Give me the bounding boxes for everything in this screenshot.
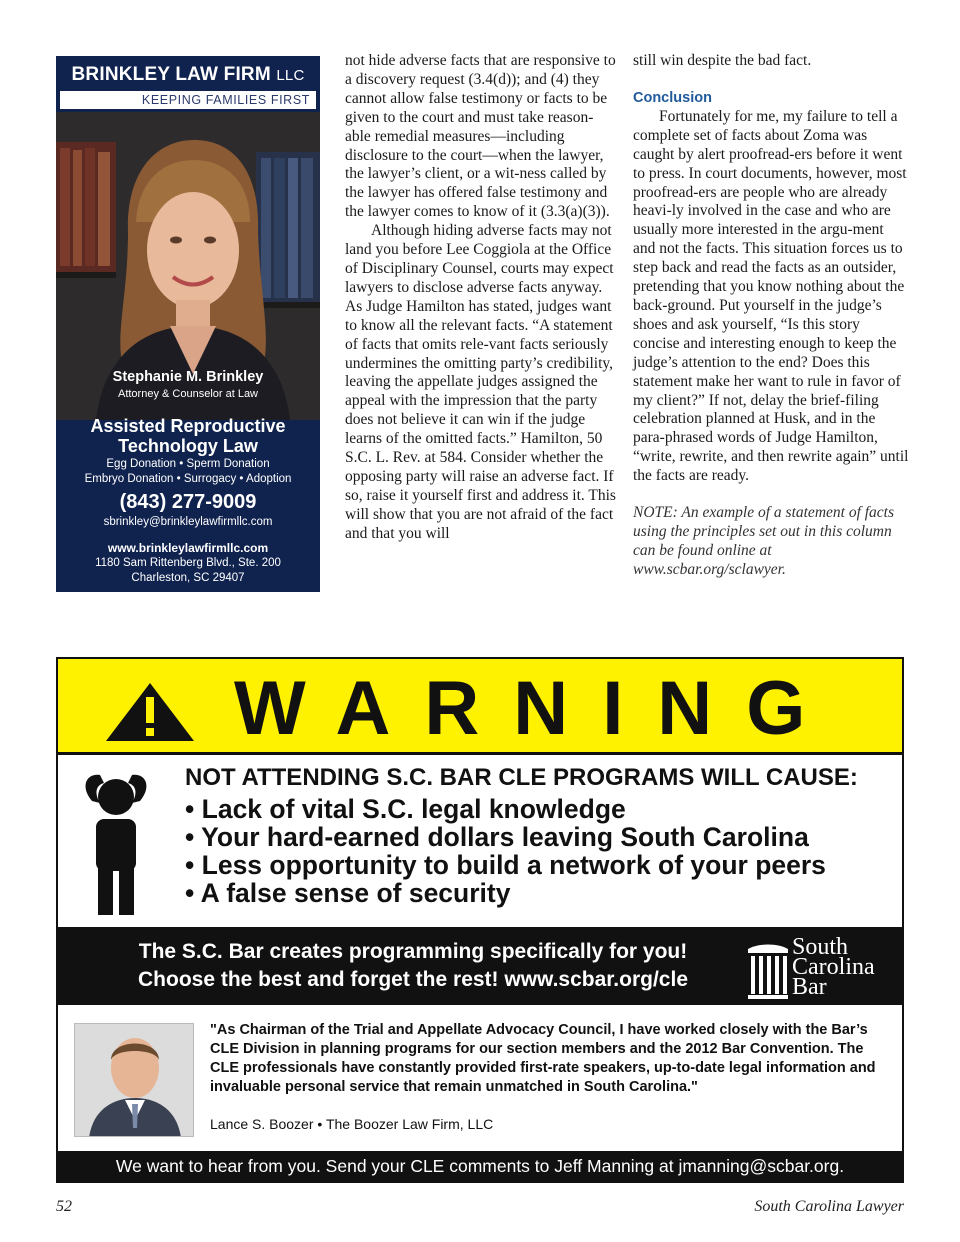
logo-line: Carolina — [792, 954, 875, 980]
list-item: • A false sense of security — [185, 879, 826, 907]
specialty-line-2: Technology Law — [118, 436, 258, 456]
testimonial-attribution: Lance S. Boozer • The Boozer Law Firm, LLC — [210, 1116, 494, 1132]
attorney-name: Stephanie M. Brinkley — [112, 369, 264, 385]
services-line-2: Embryo Donation • Surrogacy • Adoption — [84, 473, 292, 485]
article-paragraph: not hide adverse facts that are responsive to a discovery request (3.4(d)); and (4) they cannot allow false testimony or facts to be given to the court and must take reason-able remedial measures—including disclosure to the court—when the lawyer, the lawyer’s client, or a wit-ness called by the lawyer has offered false testimony and the lawyer comes to know of it (3.3(a)(3)). — [345, 52, 616, 221]
testimonial-photo — [74, 1023, 194, 1137]
firm-tagline: KEEPING FAMILIES FIRST — [60, 91, 316, 109]
list-item: • Your hard-earned dollars leaving South Carolina — [185, 823, 826, 851]
warning-banner — [58, 659, 902, 755]
email-link[interactable]: sbrinkley@brinkleylawfirmllc.com — [103, 516, 273, 528]
testimonial-quote: "As Chairman of the Trial and Appellate Advocacy Council, I have worked closely with the Bar’s CLE Division in planning programs for our section members and the 2012 Bar Convention. The CLE professionals have constantly provided first-rate speakers, up-to-date legal information and invaluable personal service that remain unmatched in South Carolina." — [210, 1022, 876, 1095]
warning-triangle-icon — [104, 681, 196, 743]
address-line-1: 1180 Sam Rittenberg Blvd., Ste. 200 — [95, 557, 281, 569]
cle-warning-ad — [56, 657, 904, 1183]
promo-line-2[interactable]: Choose the best and forget the rest! www.scbar.org/cle — [138, 968, 688, 991]
warning-title: WARNING — [234, 666, 840, 751]
publication-name: South Carolina Lawyer — [754, 1198, 904, 1215]
columns-icon — [748, 943, 788, 999]
phone-number[interactable]: (843) 277-9009 — [119, 491, 257, 513]
article-note: NOTE: An example of a statement of facts using the principles set out in this column can be found online at www.scbar.org/sclawyer. — [633, 504, 895, 578]
stressed-person-icon — [70, 767, 162, 917]
specialty-title — [56, 416, 320, 456]
article-paragraph: still win despite the bad fact. — [633, 52, 812, 69]
warning-consequence-list — [185, 795, 826, 907]
cle-promo-band — [58, 927, 902, 1005]
list-item: • Less opportunity to build a network of your peers — [185, 851, 826, 879]
article-paragraph: Although hiding adverse facts may not land you before Lee Coggiola at the Office of Disciplinary Counsel, courts may expect lawyers to disclose adverse facts anyway. As Judge Hamilton has stated, judges want to know all the relevant facts. “A statement of facts that omits rele-vant facts seriously undermines the omitting party’s credibility, leaving the appellate judges assigned the appeal with the impression that the party does not believe it can win if the judge learns of the omitted facts.” Hamilton, 50 S.C. L. Rev. at 584. Consider whether the opposing party will raise an adverse fact. If so, raise it yourself first and address it. This will show that you are not afraid of the fact and that you will — [345, 222, 616, 542]
warning-headline: NOT ATTENDING S.C. BAR CLE PROGRAMS WILL CAUSE: — [185, 764, 858, 791]
conclusion-heading: Conclusion — [633, 89, 712, 106]
attorney-role: Attorney & Counselor at Law — [117, 388, 259, 400]
promo-line-1: The S.C. Bar creates programming specifically for you! — [138, 940, 688, 963]
firm-suffix: LLC — [276, 67, 305, 84]
sc-bar-logo-text — [792, 934, 875, 1000]
services-line-1: Egg Donation • Sperm Donation — [106, 458, 270, 470]
sc-bar-logo — [744, 933, 894, 999]
website-link[interactable]: www.brinkleylawfirmllc.com — [107, 541, 269, 555]
article-column-middle — [345, 52, 617, 544]
logo-line: Bar — [792, 974, 827, 1000]
firm-name: BRINKLEY LAW FIRM LLC — [71, 64, 305, 85]
brinkley-law-firm-ad — [56, 56, 320, 592]
article-paragraph: Fortunately for me, my failure to tell a complete set of facts about Zoma was caught by alert proofread-ers before it went to press. In court documents, however, most proofread-ers are people who are already heavi-ly involved in the case and who are usually more interested in the argu-ment and not the facts. This situation forces us to step back and read the facts as an outsider, pretending that you know nothing about the back-ground. Put yourself in the judge’s shoes and ask yourself, “Is this story concise and interesting enough to keep the judge’s attention to the end? Does this statement make her want to rule in favor of my client?” If not, delay the brief-filing celebration planned at Husk, and in the para-phrased words of Judge Hamilton, “write, rewrite, and then rewrite again” until the facts are ready. — [633, 107, 909, 485]
article-column-right — [633, 52, 909, 580]
feedback-footer[interactable]: We want to hear from you. Send your CLE comments to Jeff Manning at jmanning@scbar.org. — [58, 1151, 902, 1181]
address-line-2: Charleston, SC 29407 — [131, 572, 245, 584]
specialty-line-1: Assisted Reproductive — [90, 416, 286, 436]
list-item: • Lack of vital S.C. legal knowledge — [185, 795, 826, 823]
page-number: 52 — [56, 1198, 72, 1215]
logo-line: South — [792, 934, 849, 960]
